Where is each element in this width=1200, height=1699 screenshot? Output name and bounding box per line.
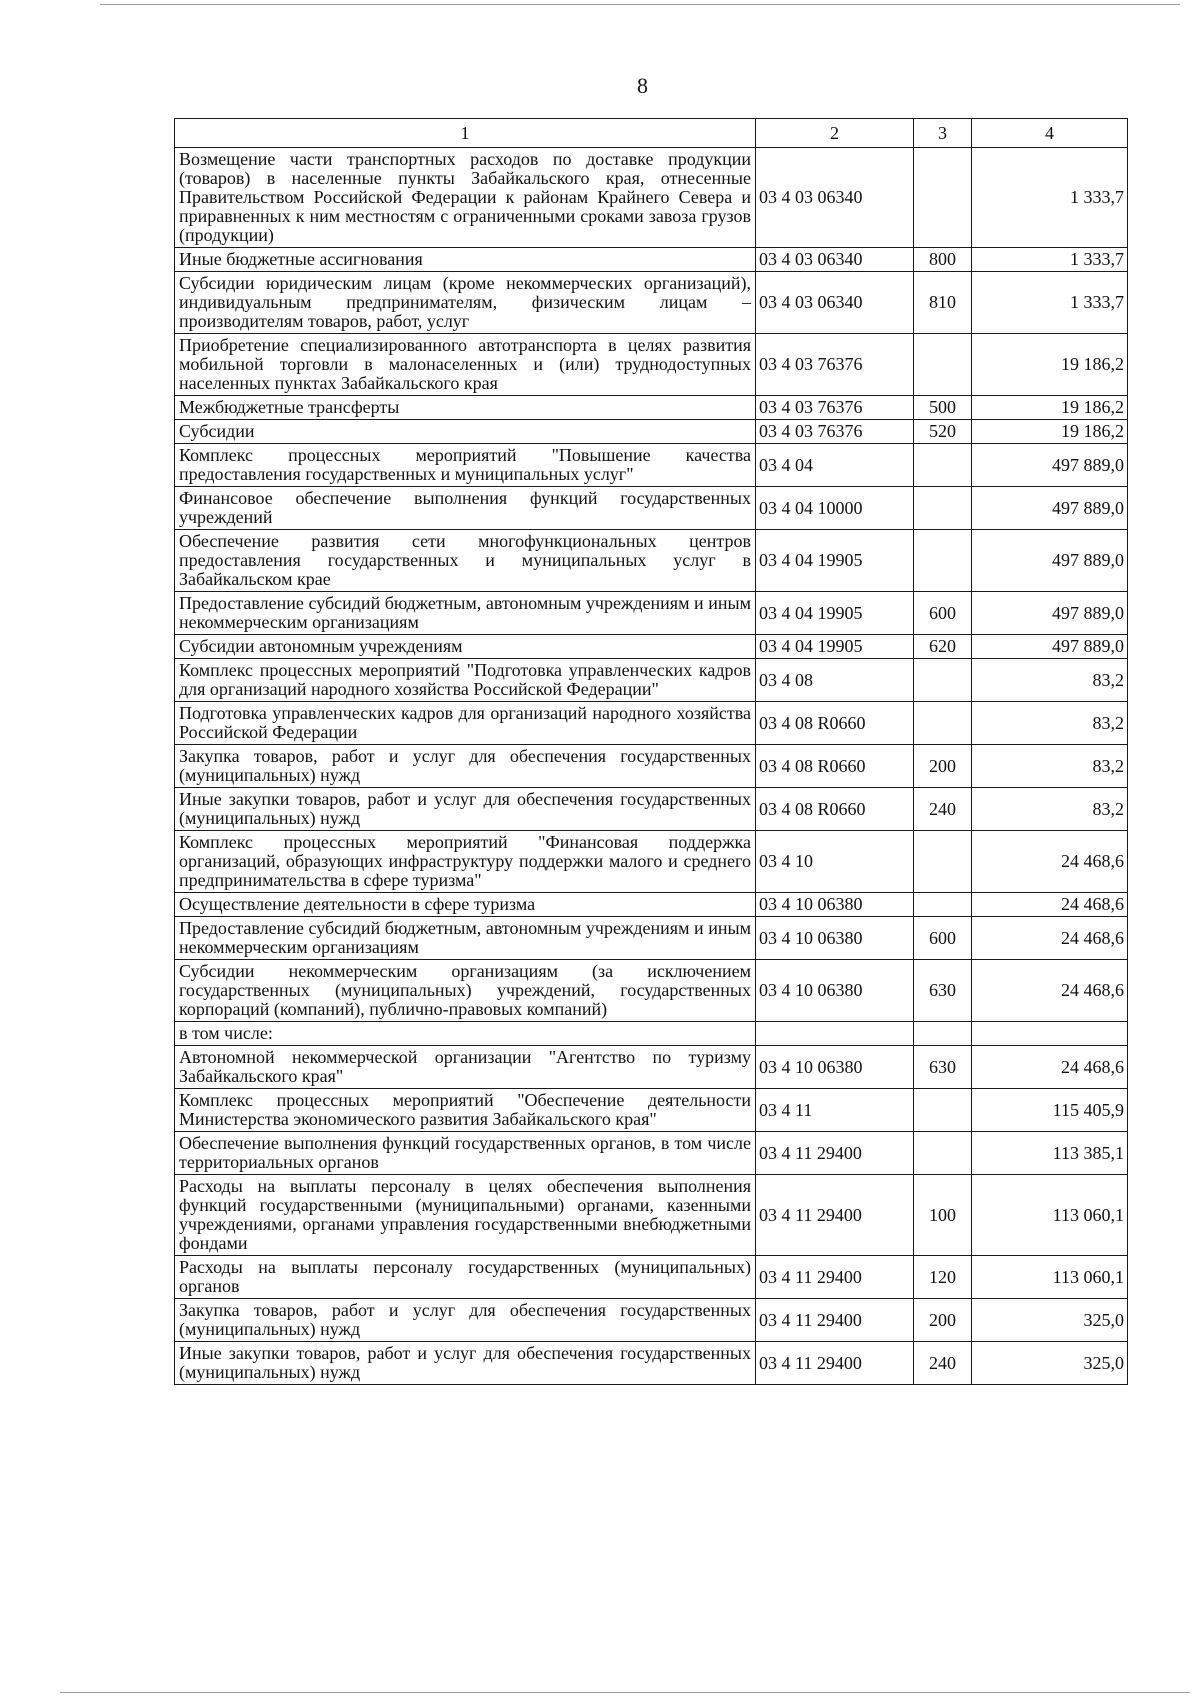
amount-cell (972, 1022, 1128, 1046)
header-cell-3: 3 (914, 119, 972, 148)
amount-cell: 19 186,2 (972, 334, 1128, 396)
item-name-cell: Расходы на выплаты персоналу государственных (муниципальных) органов (175, 1256, 756, 1299)
item-name-cell: Закупка товаров, работ и услуг для обеспечения государственных (муниципальных) нужд (175, 745, 756, 788)
table-row (175, 1046, 1128, 1089)
table-row (175, 530, 1128, 592)
table-row (175, 272, 1128, 334)
item-name-cell: Иные закупки товаров, работ и услуг для обеспечения государственных (муниципальных) нужд (175, 788, 756, 831)
table-row (175, 788, 1128, 831)
amount-cell: 1 333,7 (972, 272, 1128, 334)
header-cell-4: 4 (972, 119, 1128, 148)
classification-code-cell: 03 4 03 06340 (756, 272, 914, 334)
amount-cell: 497 889,0 (972, 487, 1128, 530)
table-row (175, 1132, 1128, 1175)
scan-edge-top (100, 4, 1180, 5)
amount-cell: 497 889,0 (972, 444, 1128, 487)
item-name-cell: Субсидии автономным учреждениям (175, 635, 756, 659)
item-name-cell: Финансовое обеспечение выполнения функций государственных учреждений (175, 487, 756, 530)
classification-code-cell: 03 4 04 19905 (756, 530, 914, 592)
header-cell-2: 2 (756, 119, 914, 148)
amount-cell: 497 889,0 (972, 635, 1128, 659)
table-row (175, 917, 1128, 960)
amount-cell: 115 405,9 (972, 1089, 1128, 1132)
table-row (175, 893, 1128, 917)
item-name-cell: Обеспечение выполнения функций государственных органов, в том числе территориальных органов (175, 1132, 756, 1175)
classification-code-cell: 03 4 04 10000 (756, 487, 914, 530)
expense-type-cell: 240 (914, 1342, 972, 1385)
amount-cell: 24 468,6 (972, 960, 1128, 1022)
classification-code-cell: 03 4 03 06340 (756, 148, 914, 248)
expense-type-cell (914, 334, 972, 396)
classification-code-cell: 03 4 03 76376 (756, 420, 914, 444)
table-row (175, 334, 1128, 396)
expense-type-cell (914, 659, 972, 702)
table-row (175, 396, 1128, 420)
expense-type-cell (914, 148, 972, 248)
item-name-cell: Субсидии юридическим лицам (кроме некоммерческих организаций), индивидуальным предпринимателям, физическим лицам – производителям товаров, работ, услуг (175, 272, 756, 334)
classification-code-cell: 03 4 08 R0660 (756, 745, 914, 788)
table-row (175, 1089, 1128, 1132)
amount-cell: 19 186,2 (972, 396, 1128, 420)
amount-cell: 325,0 (972, 1299, 1128, 1342)
amount-cell: 113 385,1 (972, 1132, 1128, 1175)
classification-code-cell: 03 4 10 06380 (756, 960, 914, 1022)
table-row (175, 1256, 1128, 1299)
amount-cell: 1 333,7 (972, 248, 1128, 272)
amount-cell: 83,2 (972, 702, 1128, 745)
table-row (175, 444, 1128, 487)
item-name-cell: Межбюджетные трансферты (175, 396, 756, 420)
expense-type-cell: 620 (914, 635, 972, 659)
table-row (175, 960, 1128, 1022)
item-name-cell: Иные бюджетные ассигнования (175, 248, 756, 272)
expense-type-cell (914, 1022, 972, 1046)
header-cell-1: 1 (175, 119, 756, 148)
amount-cell: 24 468,6 (972, 1046, 1128, 1089)
amount-cell: 83,2 (972, 659, 1128, 702)
item-name-cell: Автономной некоммерческой организации "Агентство по туризму Забайкальского края" (175, 1046, 756, 1089)
table-row (175, 635, 1128, 659)
classification-code-cell: 03 4 08 R0660 (756, 788, 914, 831)
page-number: 8 (637, 73, 648, 98)
classification-code-cell: 03 4 04 19905 (756, 635, 914, 659)
classification-code-cell: 03 4 03 76376 (756, 334, 914, 396)
classification-code-cell: 03 4 04 (756, 444, 914, 487)
amount-cell: 497 889,0 (972, 592, 1128, 635)
amount-cell: 24 468,6 (972, 917, 1128, 960)
item-name-cell: Приобретение специализированного автотранспорта в целях развития мобильной торговли в малонаселенных и (или) труднодоступных населенных пунктах Забайкальского края (175, 334, 756, 396)
table-row (175, 148, 1128, 248)
expense-type-cell (914, 1132, 972, 1175)
expense-type-cell (914, 487, 972, 530)
expense-type-cell: 630 (914, 1046, 972, 1089)
item-name-cell: Предоставление субсидий бюджетным, автономным учреждениям и иным некоммерческим организациям (175, 592, 756, 635)
expense-type-cell: 500 (914, 396, 972, 420)
classification-code-cell: 03 4 08 (756, 659, 914, 702)
item-name-cell: Комплекс процессных мероприятий "Повышение качества предоставления государственных и муниципальных услуг" (175, 444, 756, 487)
classification-code-cell: 03 4 04 19905 (756, 592, 914, 635)
amount-cell: 325,0 (972, 1342, 1128, 1385)
classification-code-cell: 03 4 11 29400 (756, 1342, 914, 1385)
expense-type-cell: 240 (914, 788, 972, 831)
table-row (175, 1022, 1128, 1046)
expense-type-cell (914, 1089, 972, 1132)
table-row (175, 1342, 1128, 1385)
classification-code-cell: 03 4 10 06380 (756, 1046, 914, 1089)
expense-type-cell (914, 444, 972, 487)
item-name-cell: Расходы на выплаты персоналу в целях обеспечения выполнения функций государственными (муниципальными) органами, казенными учреждениями, органами управления государственными внебюджетными фондами (175, 1175, 756, 1256)
amount-cell: 497 889,0 (972, 530, 1128, 592)
expense-type-cell (914, 893, 972, 917)
table-row (175, 487, 1128, 530)
item-name-cell: Подготовка управленческих кадров для организаций народного хозяйства Российской Федерации (175, 702, 756, 745)
item-name-cell: Комплекс процессных мероприятий "Обеспечение деятельности Министерства экономического развития Забайкальского края" (175, 1089, 756, 1132)
expense-type-cell (914, 702, 972, 745)
item-name-cell: Субсидии некоммерческим организациям (за исключением государственных (муниципальных) учреждений, государственных корпораций (компаний), публично-правовых компаний) (175, 960, 756, 1022)
table-row (175, 248, 1128, 272)
table-row (175, 831, 1128, 893)
classification-code-cell: 03 4 11 29400 (756, 1256, 914, 1299)
classification-code-cell: 03 4 03 06340 (756, 248, 914, 272)
table-header-row (175, 119, 1128, 148)
item-name-cell: Иные закупки товаров, работ и услуг для обеспечения государственных (муниципальных) нужд (175, 1342, 756, 1385)
item-name-cell: Возмещение части транспортных расходов по доставке продукции (товаров) в населенные пункты Забайкальского края, отнесенные Правительством Российской Федерации к районам Крайнего Севера и приравненных к ним местностям с ограниченными сроками завоза грузов (продукции) (175, 148, 756, 248)
table-row (175, 745, 1128, 788)
item-name-cell: в том числе: (175, 1022, 756, 1046)
expense-type-cell (914, 530, 972, 592)
expense-type-cell (914, 831, 972, 893)
table-row (175, 659, 1128, 702)
amount-cell: 113 060,1 (972, 1256, 1128, 1299)
expense-type-cell: 810 (914, 272, 972, 334)
classification-code-cell: 03 4 11 (756, 1089, 914, 1132)
amount-cell: 24 468,6 (972, 893, 1128, 917)
classification-code-cell: 03 4 11 29400 (756, 1175, 914, 1256)
amount-cell: 1 333,7 (972, 148, 1128, 248)
item-name-cell: Субсидии (175, 420, 756, 444)
expense-type-cell: 120 (914, 1256, 972, 1299)
classification-code-cell: 03 4 11 29400 (756, 1132, 914, 1175)
table-row (175, 420, 1128, 444)
item-name-cell: Закупка товаров, работ и услуг для обеспечения государственных (муниципальных) нужд (175, 1299, 756, 1342)
amount-cell: 83,2 (972, 788, 1128, 831)
classification-code-cell: 03 4 10 06380 (756, 917, 914, 960)
item-name-cell: Осуществление деятельности в сфере туризма (175, 893, 756, 917)
amount-cell: 24 468,6 (972, 831, 1128, 893)
expense-type-cell: 600 (914, 917, 972, 960)
item-name-cell: Предоставление субсидий бюджетным, автономным учреждениям и иным некоммерческим организациям (175, 917, 756, 960)
item-name-cell: Комплекс процессных мероприятий "Финансовая поддержка организаций, образующих инфраструктуру поддержки малого и среднего предпринимательства в сфере туризма" (175, 831, 756, 893)
scan-edge-bottom (60, 1692, 1190, 1693)
expense-type-cell: 800 (914, 248, 972, 272)
expense-type-cell: 200 (914, 745, 972, 788)
classification-code-cell (756, 1022, 914, 1046)
table-body (175, 119, 1128, 1385)
budget-table (174, 118, 1128, 1385)
expense-type-cell: 200 (914, 1299, 972, 1342)
amount-cell: 113 060,1 (972, 1175, 1128, 1256)
table-row (175, 1175, 1128, 1256)
classification-code-cell: 03 4 10 (756, 831, 914, 893)
table-row (175, 1299, 1128, 1342)
expense-type-cell: 600 (914, 592, 972, 635)
expense-type-cell: 100 (914, 1175, 972, 1256)
amount-cell: 19 186,2 (972, 420, 1128, 444)
classification-code-cell: 03 4 03 76376 (756, 396, 914, 420)
expense-type-cell: 520 (914, 420, 972, 444)
classification-code-cell: 03 4 08 R0660 (756, 702, 914, 745)
table-row (175, 702, 1128, 745)
table-row (175, 592, 1128, 635)
classification-code-cell: 03 4 11 29400 (756, 1299, 914, 1342)
amount-cell: 83,2 (972, 745, 1128, 788)
expense-type-cell: 630 (914, 960, 972, 1022)
classification-code-cell: 03 4 10 06380 (756, 893, 914, 917)
item-name-cell: Комплекс процессных мероприятий "Подготовка управленческих кадров для организаций народного хозяйства Российской Федерации" (175, 659, 756, 702)
item-name-cell: Обеспечение развития сети многофункциональных центров предоставления государственных и муниципальных услуг в Забайкальском крае (175, 530, 756, 592)
